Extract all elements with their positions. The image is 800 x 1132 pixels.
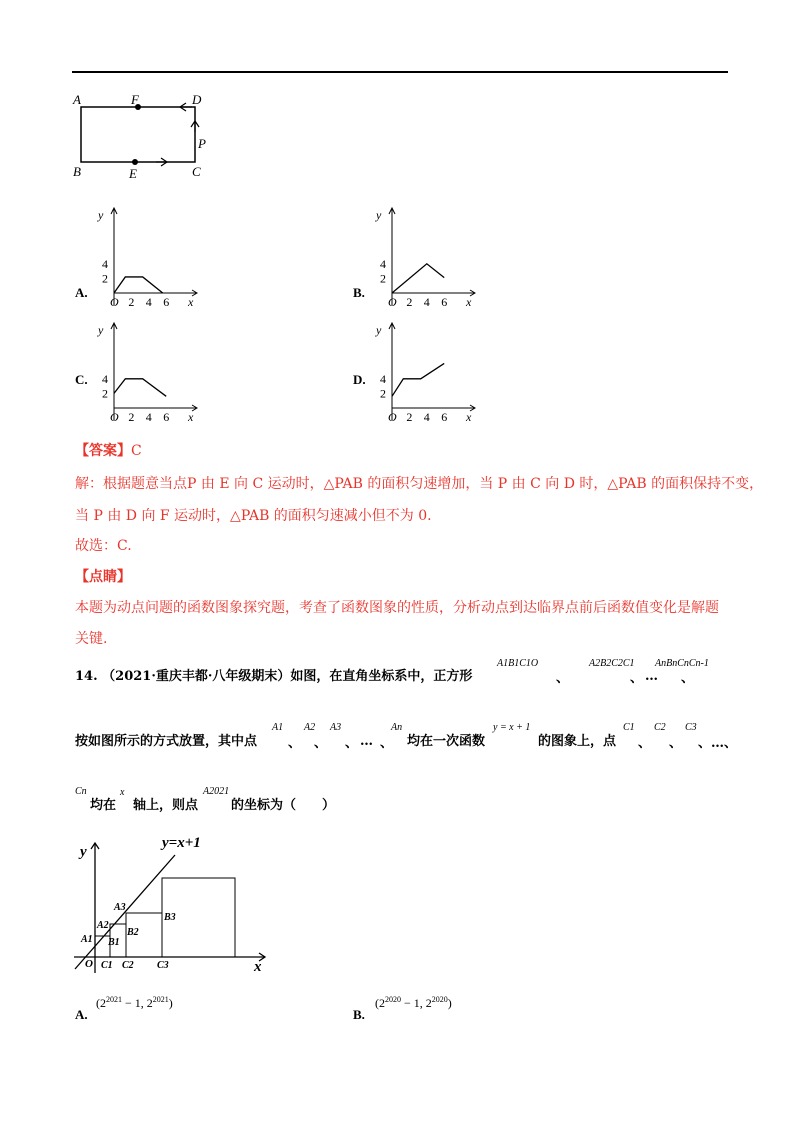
graph-x-tick: 4 [145, 295, 152, 309]
sep-c2: 、 [669, 736, 683, 751]
option-d-graph [370, 320, 480, 430]
point-e [132, 159, 138, 165]
square-2: A2B2C2C1 [589, 658, 635, 669]
graph-x-tick: 6 [163, 410, 170, 424]
graph-series-line [392, 363, 444, 396]
sep-a2: 、 [314, 736, 328, 751]
graph-x-label: x [188, 295, 194, 309]
graph-x-tick: 6 [163, 295, 170, 309]
fig-origin: O [85, 958, 93, 970]
option-a-graph [92, 205, 202, 315]
squares-figure [70, 825, 280, 975]
graph-x-tick: 2 [128, 295, 135, 309]
comment-line-1: 本题为动点问题的函数图象探究题，考查了函数图象的性质，分析动点到达临界点前后函数值变化是解题 [75, 600, 719, 616]
axis-x-word: x [120, 787, 125, 798]
sep-1: 、 [556, 671, 570, 686]
ellipsis-2: … [360, 734, 373, 749]
graph-origin: O [388, 410, 397, 424]
graph-x-label: x [466, 295, 472, 309]
graph-series-line [114, 277, 163, 293]
graph-y-tick: 4 [102, 256, 108, 271]
ellipsis-3: 、…、 [698, 736, 738, 751]
option-a-label: A. [75, 285, 88, 300]
fig-line-label: y=x+1 [162, 835, 201, 851]
graph-y-label: y [376, 323, 382, 337]
graph-x-tick: 2 [128, 410, 135, 424]
fig-a1: A1 [81, 934, 93, 945]
point-an: An [391, 722, 403, 733]
option-c-label: C. [75, 372, 88, 387]
graph-y-tick: 4 [380, 256, 386, 271]
choose-line: 故选：C. [75, 538, 132, 554]
answer-choice: C [131, 443, 142, 459]
point-c3: C3 [685, 722, 697, 733]
graph-x-label: x [188, 410, 194, 424]
choice-a-value: ($2^{2021} - 1$, $2^{2021}$) [96, 995, 173, 1010]
rectangle-figure [70, 90, 220, 185]
comment-tag: 【点睛】 [75, 569, 131, 585]
graph-x-tick: 6 [441, 295, 448, 309]
label-d: D [192, 92, 202, 107]
graph-x-tick: 6 [441, 410, 448, 424]
point-c1: C1 [623, 722, 635, 733]
question-text-6: 均在 [90, 798, 117, 813]
label-f: F [131, 92, 139, 107]
target-point: A2021 [203, 786, 230, 797]
comment-line-2: 关键. [75, 631, 108, 647]
question-source: （2021·重庆丰都·八年级期末） [102, 669, 291, 684]
sep-a4: 、 [380, 736, 394, 751]
label-c: C [192, 164, 201, 179]
graph-y-label: y [98, 323, 104, 337]
answer-line [75, 441, 142, 461]
graph-y-tick: 4 [102, 371, 108, 386]
graph-x-tick: 4 [423, 410, 430, 424]
explanation-rest: P 由 E 向 C 运动时，△PAB 的面积匀速增加，当 P 由 C 向 D 时，△PAB 的面积保持不变， [187, 476, 764, 492]
fig-a3: A3 [114, 902, 126, 913]
explanation-prefix: 解：根据题意当点 [75, 476, 187, 492]
option-b-graph [370, 205, 480, 315]
graph-origin: O [110, 295, 119, 309]
graph-y-label: y [376, 208, 382, 222]
function-expr: y = x + 1 [493, 722, 531, 733]
arrow-left-icon [180, 103, 192, 111]
point-a1: A1 [272, 722, 284, 733]
fig-x-label: x [254, 959, 262, 975]
option-c-graph [92, 320, 202, 430]
fig-c2: C2 [122, 960, 134, 971]
fig-b2: B2 [127, 927, 139, 938]
graph-origin: O [110, 410, 119, 424]
rect-abcd [81, 107, 195, 162]
graph-x-tick: 4 [423, 295, 430, 309]
label-e: E [129, 166, 137, 181]
question-14-line-1 [75, 668, 472, 686]
ellipsis-1: … [645, 669, 658, 684]
option-b-label: B. [353, 285, 365, 300]
question-number: 14. [75, 669, 98, 684]
graph-origin: O [388, 295, 397, 309]
explanation-line-2: 当 P 由 D 向 F 运动时，△PAB 的面积匀速减小但不为 0. [75, 508, 432, 524]
answer-tag: 【答案】 [75, 443, 131, 459]
square-n: AnBnCnCn-1 [655, 658, 709, 669]
graph-x-tick: 2 [406, 410, 413, 424]
question-text-8: 的坐标为（ ） [231, 798, 336, 813]
graph-y-tick: 2 [380, 271, 386, 286]
graph-x-tick: 2 [406, 295, 413, 309]
choice-b-value: ($2^{2020} - 1$, $2^{2020}$) [375, 995, 452, 1010]
sep-3: 、 [681, 671, 695, 686]
question-text-2: 按如图所示的方式放置，其中点 [75, 734, 258, 749]
graph-y-tick: 2 [102, 386, 108, 401]
fig-a2: A2 [97, 920, 109, 931]
fig-b1: B1 [108, 937, 120, 948]
graph-series-line [392, 264, 444, 293]
explanation-line-1 [75, 474, 764, 494]
fig-y-label: y [80, 844, 87, 860]
label-p: P [198, 136, 206, 151]
graph-y-tick: 4 [380, 371, 386, 386]
sep-a1: 、 [288, 736, 302, 751]
fig-b3: B3 [164, 912, 176, 923]
sep-2: 、 [630, 671, 644, 686]
question-text-7: 轴上，则点 [133, 798, 199, 813]
arrow-up-icon [191, 121, 199, 132]
label-a: A [73, 92, 81, 107]
top-rule [72, 71, 728, 73]
arrow-right-icon [156, 158, 167, 166]
graph-x-tick: 4 [145, 410, 152, 424]
point-a2: A2 [304, 722, 316, 733]
sep-c1: 、 [638, 736, 652, 751]
choice-a-label: A. [75, 1007, 88, 1022]
graph-y-label: y [98, 208, 104, 222]
question-text-1: 如图，在直角坐标系中，正方形 [290, 669, 473, 684]
graph-series-line [114, 379, 166, 397]
label-b: B [73, 164, 81, 179]
graph-y-tick: 2 [102, 271, 108, 286]
sep-a3: 、 [345, 736, 359, 751]
point-c2: C2 [654, 722, 666, 733]
graph-y-tick: 2 [380, 386, 386, 401]
question-text-3: 均在一次函数 [407, 734, 486, 749]
square-1: A1B1C1O [497, 658, 539, 669]
point-a3: A3 [330, 722, 342, 733]
question-text-4: 的图象上，点 [538, 734, 617, 749]
fig-c1: C1 [101, 960, 113, 971]
choice-b-label: B. [353, 1007, 365, 1022]
point-cn: Cn [75, 786, 87, 797]
graph-x-label: x [466, 410, 472, 424]
option-d-label: D. [353, 372, 366, 387]
fig-c3: C3 [157, 960, 169, 971]
